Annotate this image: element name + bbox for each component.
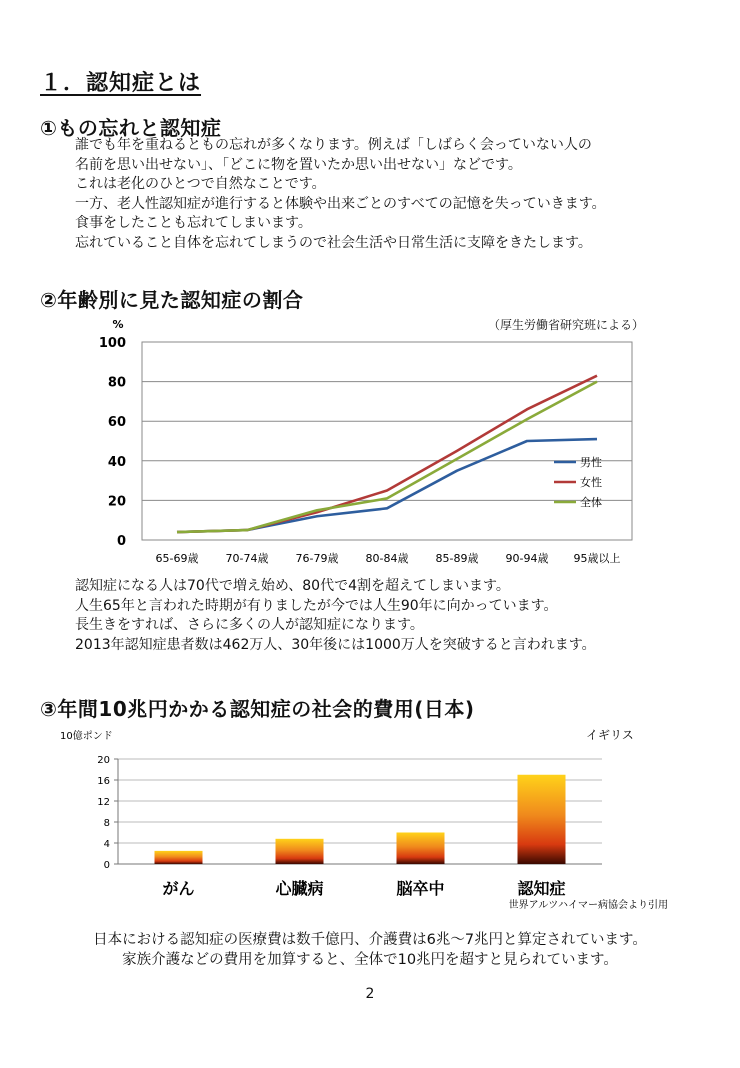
x-tick-label: 心臓病 (275, 879, 324, 898)
y-tick-label: 60 (107, 415, 126, 431)
y-tick-label: 0 (103, 860, 110, 871)
bar-脳卒中 (397, 833, 445, 865)
chart-series-lines (177, 376, 597, 532)
page-number: 2 (365, 986, 375, 1002)
text-line: 長生きをすれば、さらに多くの人が認知症になります。 (75, 617, 424, 633)
y-tick-label: 40 (107, 454, 126, 470)
x-tick-label: 95歳以上 (573, 552, 621, 565)
x-tick-label: 脳卒中 (396, 879, 445, 898)
text-line: 日本における認知症の医療費は数千億円、介護費は6兆～7兆円と算定されています。 (93, 932, 647, 948)
y-axis-unit-label: % (112, 318, 124, 331)
x-tick-label: 65-69歳 (155, 552, 199, 565)
text-line: 家族介護などの費用を加算すると、全体で10兆円を超すと見られています。 (122, 951, 618, 968)
text-line: 人生65年と言われた時期が有りましたが今では人生90年に向かっています。 (75, 597, 558, 614)
series-line-男性 (177, 439, 597, 532)
x-tick-label: 76-79歳 (295, 552, 339, 565)
bar-chart-region-label: イギリス (586, 728, 634, 742)
y-tick-label: 8 (103, 818, 110, 829)
text-line: 一方、老人性認知症が進行すると体験や出来ごとのすべての記憶を失っていきます。 (75, 195, 606, 212)
text-line: 2013年認知症患者数は462万人、30年後には1000万人を突破すると言われます。 (75, 636, 596, 653)
chart-source-note: （厚生労働省研究班による） (488, 318, 645, 332)
legend-label: 全体 (580, 496, 602, 509)
chart-bars (155, 775, 566, 864)
bar-chart-source-note: 世界アルツハイマー病協会より引用 (508, 900, 668, 911)
y-tick-labels (97, 755, 110, 871)
y-tick-label: 20 (97, 755, 110, 766)
y-tick-label: 16 (97, 776, 110, 787)
bar-chart-unit-label: 10億ポンド (60, 731, 113, 742)
bar-がん (155, 851, 203, 864)
page-title: １．認知症とは (40, 71, 202, 96)
legend-label: 男性 (580, 456, 602, 469)
x-tick-labels (156, 551, 621, 565)
section-heading-memory: ①もの忘れと認知症 (40, 116, 222, 140)
text-line: 認知症になる人は70代で増え始め、80代で4割を超えてしまいます。 (75, 578, 510, 594)
section-heading-social-cost: ③年間10兆円かかる認知症の社会的費用(日本) (40, 697, 475, 721)
paragraph-age-ratio (75, 577, 596, 655)
social-cost-bar-chart (56, 726, 676, 916)
text-line: これは老化のひとつで自然なことです。 (75, 176, 326, 192)
x-tick-label: 80-84歳 (365, 552, 409, 565)
text-line: 名前を思い出せない」、「どこに物を置いたか思い出せない」などです。 (75, 156, 522, 173)
text-line: 忘れていること自体を忘れてしまうので社会生活や日常生活に支障をきたします。 (75, 234, 592, 251)
age-ratio-line-chart (80, 310, 660, 570)
y-tick-label: 0 (116, 534, 126, 549)
y-tick-label: 4 (103, 839, 110, 850)
x-tick-label: 70-74歳 (225, 552, 269, 565)
legend-label: 女性 (580, 476, 602, 489)
paragraph-memory (75, 136, 606, 253)
y-tick-label: 100 (98, 336, 126, 351)
y-tick-label: 80 (107, 375, 126, 391)
x-tick-label: 認知症 (517, 879, 566, 898)
text-line: 食事をしたことも忘れてしまいます。 (75, 215, 312, 231)
x-tick-label: がん (162, 879, 195, 898)
x-tick-label: 85-89歳 (435, 552, 479, 565)
section-heading-age-ratio: ②年齢別に見た認知症の割合 (40, 288, 304, 312)
bar-認知症 (518, 775, 566, 864)
y-tick-labels (99, 336, 126, 549)
text-line: 誰でも年を重ねるともの忘れが多くなります。例えば「しばらく会っていない人の (75, 137, 592, 153)
x-tick-labels (162, 879, 565, 898)
y-tick-label: 20 (107, 494, 126, 510)
paragraph-social-cost (0, 931, 740, 970)
bar-心臓病 (276, 839, 324, 864)
x-tick-label: 90-94歳 (505, 552, 549, 565)
y-tick-label: 12 (97, 797, 110, 808)
